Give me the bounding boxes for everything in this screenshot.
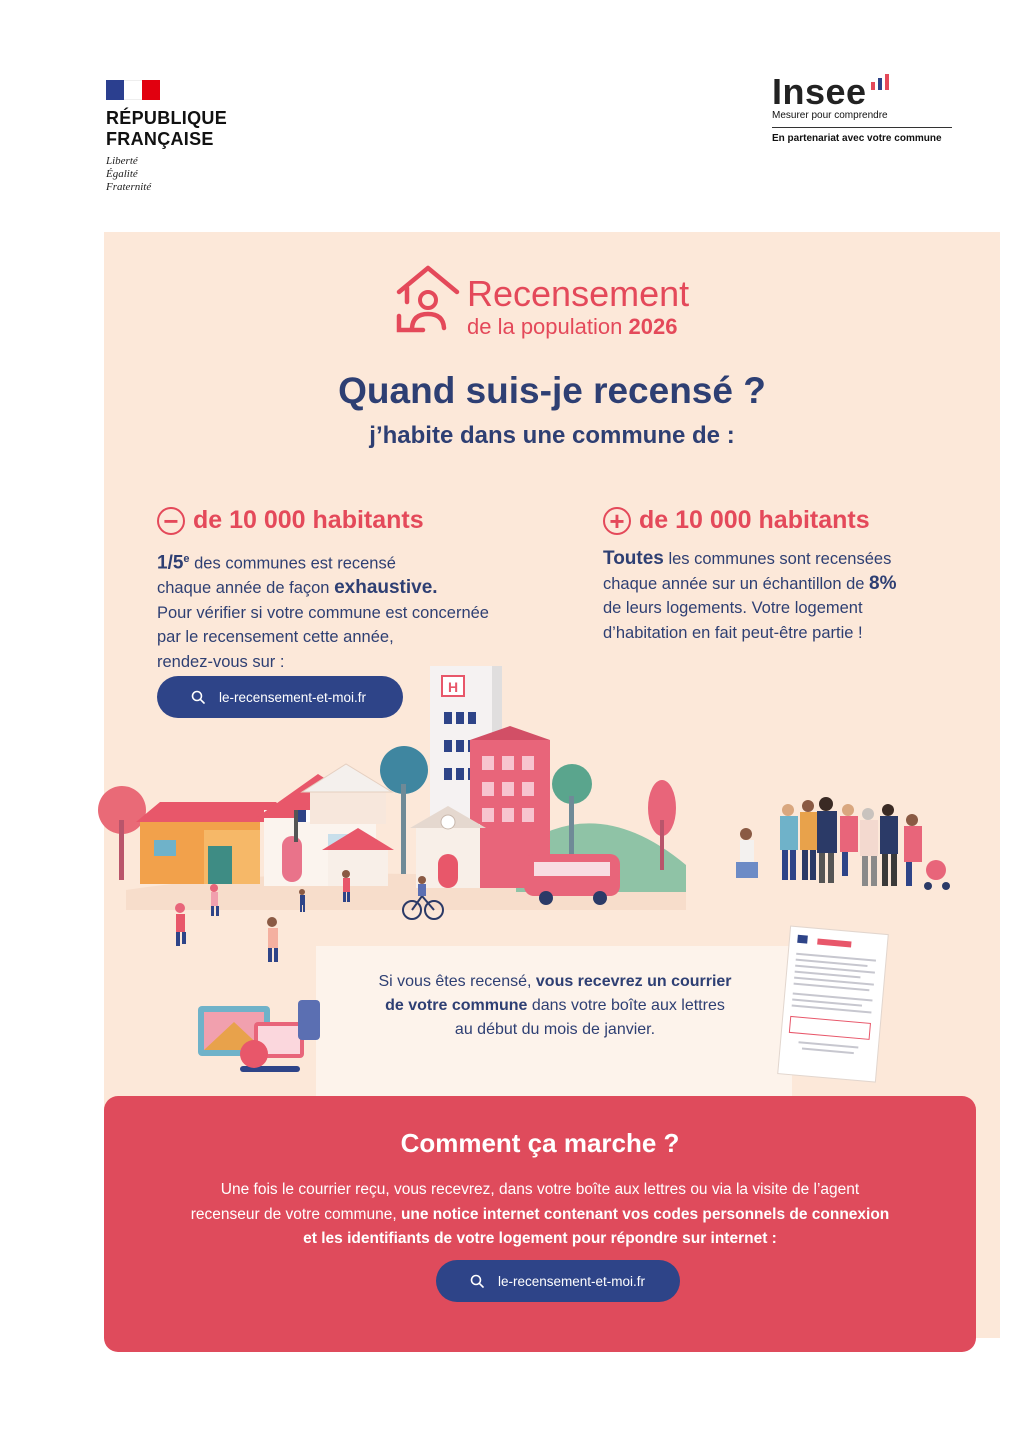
callout-l1-bold: vous recevrez un courrier [535,973,732,990]
rf-name [106,108,266,150]
rf-line2: FRANÇAISE [106,129,214,149]
right-line1 [603,547,897,572]
french-flag-icon [106,80,160,100]
left-body [157,547,489,674]
callout-l2-bold: de votre commune [385,997,528,1014]
question-heading: Quand suis-je recensé ? [338,370,766,411]
right-heading-text: de 10 000 habitants [639,506,870,534]
title-sub-text: de la population [467,314,623,339]
left-heading [157,506,489,535]
republique-francaise-logo [106,80,266,200]
callout-l1-pre: Si vous êtes recensé, [378,973,536,990]
left-heading-text: de 10 000 habitants [193,506,424,534]
callout-text [326,970,784,1042]
right-line2-pre: chaque année sur un échantillon de [603,574,870,593]
callout-l2-rest: dans votre boîte aux lettres [527,997,725,1014]
right-body [603,547,897,645]
how-line2 [150,1203,930,1228]
title-subtitle [467,314,677,340]
letter-illustration [772,924,892,1084]
left-line3: Pour vérifier si votre commune est concernée [157,603,489,622]
insee-bars-icon [871,74,889,90]
title-year: 2026 [628,314,678,339]
callout-line3: au début du mois de janvier. [454,1021,656,1038]
search-link-left-label: le-recensement-et-moi.fr [219,689,367,705]
question-subheading: j’habite dans une commune de : [369,422,735,449]
how-l2-bold: une notice internet contenant vos codes personnels de connexion [400,1205,890,1223]
how-line3 [150,1227,930,1252]
left-line2 [157,576,489,601]
motto-liberte: Liberté [106,155,138,167]
right-line1-rest: les communes sont recensées [663,550,892,568]
how-text [150,1178,930,1252]
left-line1 [157,547,489,576]
left-column [157,506,489,674]
right-line3: de leurs logements. Votre logement [603,599,863,617]
how-title: Comment ça marche ? [400,1128,680,1158]
search-icon [470,1274,484,1288]
minus-circle-icon: − [157,507,185,535]
how-line1: Une fois le courrier reçu, vous recevrez, dans votre boîte aux lettres ou via la visite de l’agent [220,1181,860,1198]
insee-partner: En partenariat avec votre commune [772,127,952,144]
search-link-bottom-label: le-recensement-et-moi.fr [498,1273,646,1289]
insee-logo [772,72,952,144]
insee-tagline: Mesurer pour comprendre [772,110,888,121]
motto-fraternite: Fraternité [106,181,152,193]
right-percent: 8% [869,572,897,594]
right-line2 [603,572,897,597]
left-line2-pre: chaque année de façon [157,579,335,597]
devices-illustration [194,996,324,1084]
rf-motto [106,155,266,194]
motto-egalite: Égalité [106,168,138,180]
insee-wordmark [772,72,952,112]
left-fraction-sup: e [183,553,190,565]
callout-line2 [326,994,784,1018]
left-fraction: 1/5 [157,552,184,574]
callout-line1 [326,970,784,994]
how-l2-pre: recenseur de votre commune, [190,1205,401,1223]
insee-name: Insee [772,71,867,112]
left-line5: rendez-vous sur : [157,652,285,671]
left-exhaustive: exhaustive. [334,577,438,598]
left-line4: par le recensement cette année, [157,628,394,646]
hospital-sign: H [447,679,459,695]
house-person-icon [393,262,463,336]
right-toutes: Toutes [603,548,664,569]
how-l3-bold: et les identifiants de votre logement pour répondre sur internet : [303,1230,777,1247]
right-column [603,506,897,645]
right-heading [603,506,897,535]
right-line4: d’habitation en fait peut-être partie ! [603,623,863,642]
search-link-bottom[interactable] [436,1260,680,1302]
rf-line1: RÉPUBLIQUE [106,108,228,128]
left-line1-rest: des communes est recensé [189,554,396,573]
plus-circle-icon: + [603,507,631,535]
title-recensement: Recensement [467,273,690,314]
